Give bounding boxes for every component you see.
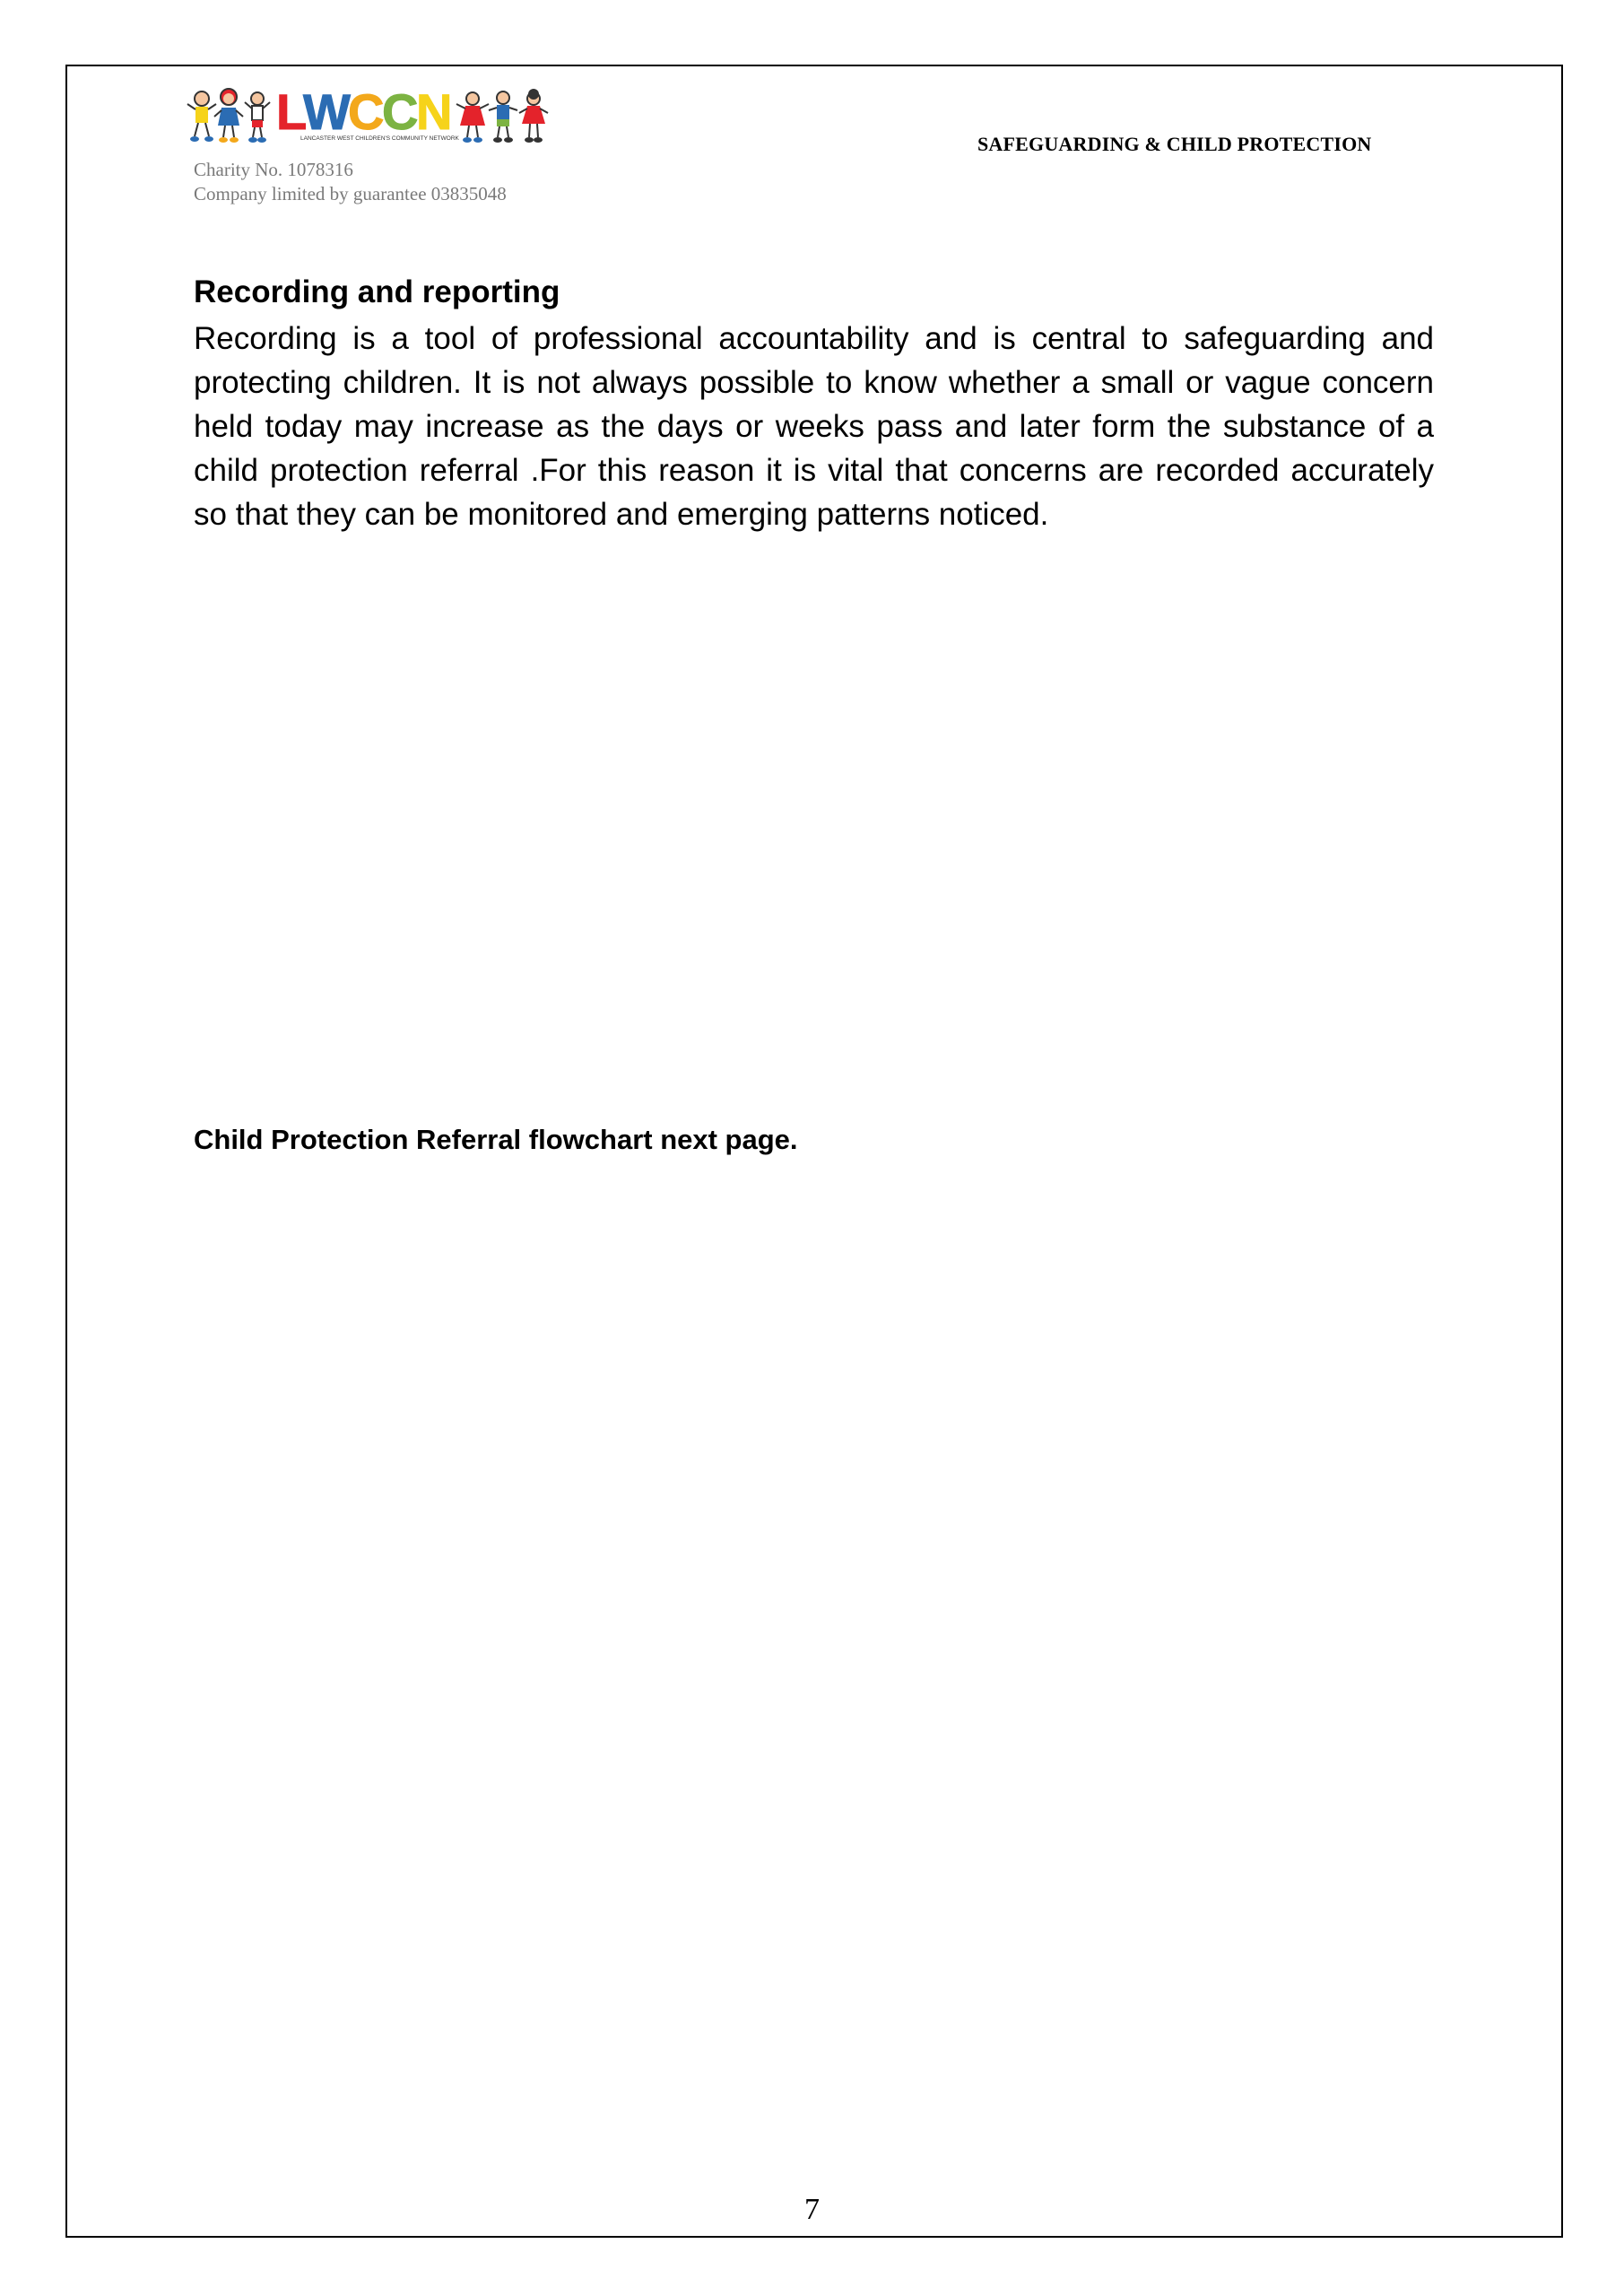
company-registration: Company limited by guarantee 03835048	[194, 183, 507, 204]
child-figure-icon	[245, 92, 270, 143]
charity-info	[194, 158, 507, 206]
child-figure-icon	[214, 89, 243, 143]
page-number: 7	[804, 2193, 820, 2226]
lwccn-logo	[184, 81, 587, 152]
logo-letter-l: L	[276, 83, 308, 140]
charity-number: Charity No. 1078316	[194, 159, 353, 180]
child-figure-icon	[489, 91, 517, 143]
logo-letter-n: N	[416, 83, 453, 140]
section-heading: Recording and reporting	[194, 274, 560, 309]
document-title: SAFEGUARDING & CHILD PROTECTION	[977, 133, 1372, 155]
logo-letter-c2: C	[382, 83, 419, 140]
logo-subtext: LANCASTER WEST CHILDREN'S COMMUNITY NETWORK	[300, 135, 459, 142]
child-figure-icon	[187, 91, 216, 142]
logo-letter-w: W	[303, 83, 351, 140]
child-figure-icon	[519, 89, 548, 143]
flowchart-note: Child Protection Referral flowchart next page.	[194, 1124, 798, 1155]
child-figure-icon	[456, 92, 489, 143]
logo-letter-c1: C	[348, 83, 385, 140]
section-body: Recording is a tool of professional accountability and is central to safeguarding and protecting children. It is not always possible to know whether a small or vague concern held today may increase as the days or weeks pass and later form the substance of a child protection referral .For this reason it is vital that concerns are recorded accurately so that they can be monitored and emerging patterns noticed.	[194, 321, 1434, 532]
